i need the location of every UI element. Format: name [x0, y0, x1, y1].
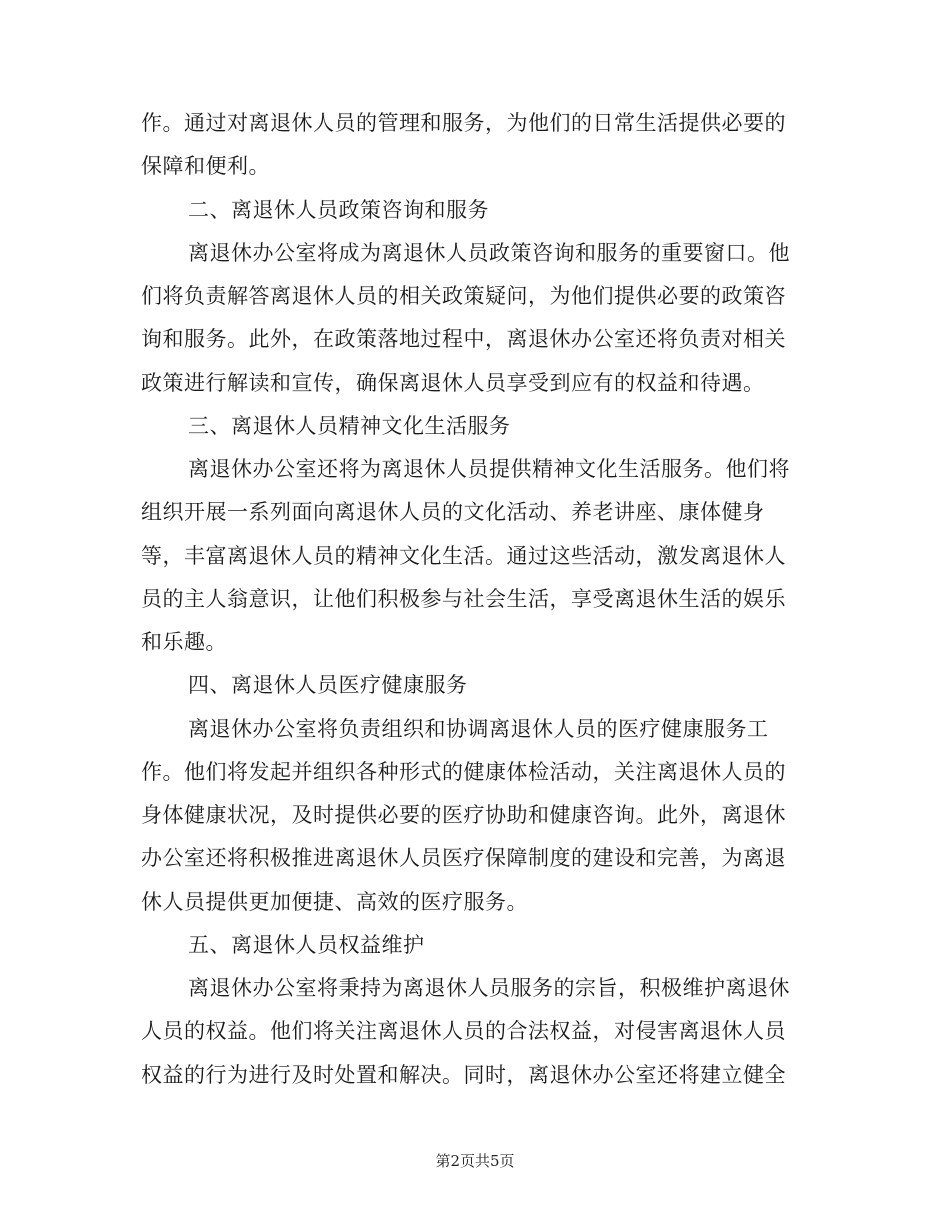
body-line: 休人员提供更加便捷、高效的医疗服务。 [141, 890, 528, 914]
body-line: 等，丰富离退休人员的精神文化生活。通过这些活动，激发离退休人 [141, 544, 786, 568]
body-line: 办公室还将积极推进离退休人员医疗保障制度的建设和完善，为离退 [141, 846, 786, 870]
body-line: 们将负责解答离退休人员的相关政策疑问，为他们提供必要的政策咨 [141, 284, 786, 308]
body-line: 组织开展一系列面向离退休人员的文化活动、养老讲座、康体健身 [141, 500, 765, 524]
body-line: 人员的权益。他们将关注离退休人员的合法权益，对侵害离退休人员 [141, 1019, 786, 1043]
body-line: 作。他们将发起并组织各种形式的健康体检活动，关注离退休人员的 [141, 760, 786, 784]
section-heading: 三、离退休人员精神文化生活服务 [188, 414, 511, 438]
section-heading: 五、离退休人员权益维护 [188, 933, 425, 957]
body-line: 离退休办公室将负责组织和协调离退休人员的医疗健康服务工 [188, 717, 769, 741]
body-line: 作。通过对离退休人员的管理和服务，为他们的日常生活提供必要的 [141, 111, 786, 135]
body-line: 政策进行解读和宣传，确保离退休人员享受到应有的权益和待遇。 [141, 371, 765, 395]
body-line: 权益的行为进行及时处置和解决。同时，离退休办公室还将建立健全 [141, 1063, 786, 1087]
body-line: 离退休办公室将成为离退休人员政策咨询和服务的重要窗口。他 [188, 241, 790, 265]
body-line: 和乐趣。 [141, 630, 227, 654]
page-number: 第2页共5页 [435, 1152, 515, 1170]
section-heading: 二、离退休人员政策咨询和服务 [188, 198, 489, 222]
body-line: 询和服务。此外，在政策落地过程中，离退休办公室还将负责对相关 [141, 327, 786, 351]
section-heading: 四、离退休人员医疗健康服务 [188, 673, 468, 697]
body-line: 员的主人翁意识，让他们积极参与社会生活，享受离退休生活的娱乐 [141, 587, 786, 611]
body-line: 身体健康状况，及时提供必要的医疗协助和健康咨询。此外，离退休 [141, 803, 786, 827]
body-line: 离退休办公室将秉持为离退休人员服务的宗旨，积极维护离退休 [188, 976, 790, 1000]
body-line: 离退休办公室还将为离退休人员提供精神文化生活服务。他们将 [188, 457, 790, 481]
body-line: 保障和便利。 [141, 154, 270, 178]
